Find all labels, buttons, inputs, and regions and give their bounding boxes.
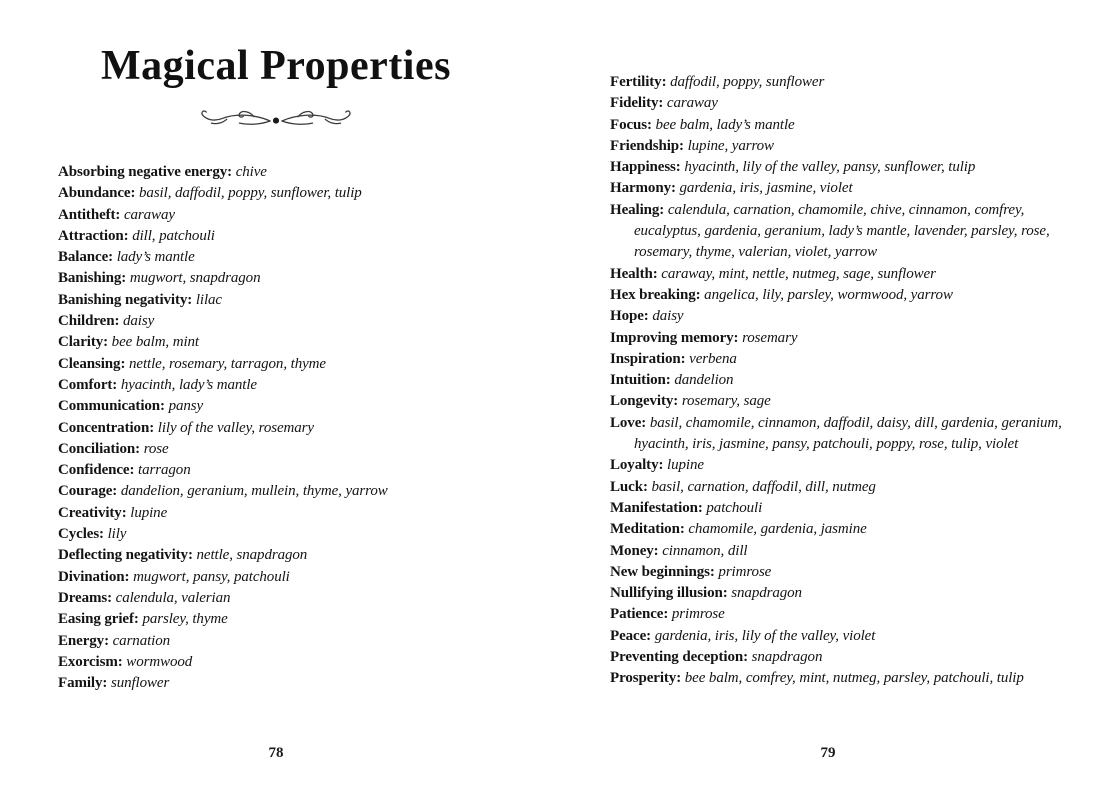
entry-label: Conciliation: [58,440,144,457]
entry-value: daisy [652,308,684,325]
entry-value: mugwort, pansy, patchouli [133,568,290,585]
entry-label: Easing grief: [58,611,143,628]
property-entry [58,567,512,588]
property-entry [610,136,1076,157]
entry-label: Comfort: [58,376,121,393]
property-entry [610,285,1076,306]
entry-value: basil, carnation, daffodil, dill, nutmeg [651,478,876,495]
entry-label: Divination: [58,568,134,585]
property-entry [610,604,1076,625]
entry-value: hyacinth, lily of the valley, pansy, sunflower, tulip [684,159,976,176]
property-entry [610,93,1076,114]
entry-label: Abundance: [58,185,140,202]
entry-value: caraway [666,95,718,112]
property-entry [58,354,512,375]
page-right [552,0,1104,799]
entry-label: Dreams: [58,589,116,606]
property-entry [610,583,1076,604]
property-entry [610,519,1076,540]
entry-value: dandelion, geranium, mullein, thyme, yarrow [120,483,388,500]
entry-label: Cleansing: [58,355,129,372]
entry-label: Clarity: [58,334,112,351]
entry-label: Absorbing negative energy: [58,164,236,180]
entry-value: snapdragon [731,585,802,602]
entry-label: Luck: [610,478,652,495]
entry-label: Concentration: [58,419,158,436]
entry-list-right [552,0,1104,690]
entry-value: chive [235,164,267,180]
entry-label: Happiness: [610,159,685,176]
property-entry [610,626,1076,647]
entry-value: primrose [718,563,772,580]
property-entry [610,200,1076,264]
property-entry [610,668,1076,689]
entry-value: lilac [195,291,222,308]
entry-label: Prosperity: [610,670,685,687]
entry-label: Exorcism: [58,653,127,670]
entry-label: Confidence: [58,462,139,479]
entry-label: Antitheft: [58,206,124,223]
entry-label: Courage: [58,483,121,500]
entry-value: hyacinth, lady’s mantle [120,376,257,393]
entry-value: patchouli [706,499,763,516]
entry-label: Improving memory: [610,329,743,346]
entry-value: basil, chamomile, cinnamon, daffodil, daisy, dill, gardenia, geranium, hyacinth, iris, jasmine, pansy, patchouli, poppy, rose, tulip, violet [634,414,1062,453]
entry-label: Banishing negativity: [58,291,196,308]
entry-value: lupine, yarrow [687,137,774,154]
entry-value: lupine [130,504,168,521]
property-entry [58,609,512,630]
entry-value: calendula, valerian [115,589,231,606]
property-entry [610,477,1076,498]
entry-value: dill, patchouli [132,227,215,244]
property-entry [610,498,1076,519]
entry-label: Loyalty: [610,457,668,474]
entry-label: Balance: [58,249,117,266]
entry-label: Banishing: [58,270,130,287]
entry-label: Friendship: [610,137,688,154]
property-entry [610,264,1076,285]
entry-label: Peace: [610,627,655,644]
entry-value: gardenia, iris, jasmine, violet [679,180,853,197]
entry-value: sunflower [110,675,170,692]
entry-label: Energy: [58,632,113,649]
entry-label: Creativity: [58,504,131,521]
property-entry [610,541,1076,562]
entry-list-left [0,162,552,694]
entry-value: rosemary, sage [681,393,771,410]
entry-label: Patience: [610,606,672,623]
property-entry [58,673,512,694]
entry-value: lily of the valley, rosemary [157,419,314,436]
entry-label: Communication: [58,398,169,415]
property-entry [610,349,1076,370]
property-entry [58,268,512,289]
entry-value: nettle, snapdragon [196,547,308,564]
entry-value: dandelion [674,372,734,389]
entry-value: pansy [168,398,204,415]
property-entry [610,115,1076,136]
entry-value: basil, daffodil, poppy, sunflower, tulip [139,185,362,202]
property-entry [610,157,1076,178]
property-entry [610,647,1076,668]
property-entry [58,460,512,481]
entry-label: Nullifying illusion: [610,585,732,602]
entry-value: rosemary [742,329,798,346]
property-entry [58,205,512,226]
entry-value: carnation [112,632,171,649]
entry-value: calendula, carnation, chamomile, chive, cinnamon, comfrey, eucalyptus, gardenia, geranium, lady’s mantle, lavender, parsley, rose, rosemary, thyme, valerian, violet, yarrow [634,201,1050,261]
entry-label: Healing: [610,201,668,218]
entry-value: daisy [122,313,155,330]
entry-label: Fidelity: [610,95,667,112]
entry-value: lily [107,526,127,543]
property-entry [58,375,512,396]
entry-value: wormwood [126,653,193,670]
property-entry [58,503,512,524]
property-entry [58,311,512,332]
entry-value: cinnamon, dill [662,542,748,559]
entry-value: parsley, thyme [142,611,228,628]
entry-value: bee balm, comfrey, mint, nutmeg, parsley, patchouli, tulip [684,670,1024,687]
property-entry [58,418,512,439]
property-entry [58,545,512,566]
property-entry [610,562,1076,583]
entry-label: Children: [58,313,123,330]
entry-label: Attraction: [58,227,133,244]
entry-value: snapdragon [751,649,823,666]
property-entry [610,178,1076,199]
entry-value: lady’s mantle [116,249,195,266]
property-entry [610,72,1076,93]
property-entry [58,247,512,268]
entry-label: Meditation: [610,521,689,538]
property-entry [610,391,1076,412]
entry-value: nettle, rosemary, tarragon, thyme [129,355,326,372]
entry-label: New beginnings: [610,563,719,580]
property-entry [610,455,1076,476]
entry-value: tarragon [138,462,191,479]
property-entry [58,524,512,545]
entry-label: Focus: [610,116,656,133]
entry-label: Money: [610,542,663,559]
property-entry [58,226,512,247]
entry-label: Family: [58,675,111,692]
property-entry [58,396,512,417]
flourish-ornament [0,104,552,142]
entry-label: Hope: [610,308,653,325]
property-entry [58,162,512,183]
property-entry [58,631,512,652]
page-number-left: 78 [268,745,284,761]
property-entry [58,332,512,353]
entry-value: verbena [689,350,737,367]
entry-label: Manifestation: [610,499,707,516]
property-entry [58,290,512,311]
property-entry [610,306,1076,327]
property-entry [610,328,1076,349]
entry-value: daffodil, poppy, sunflower [670,74,825,90]
entry-value: gardenia, iris, lily of the valley, violet [654,627,876,644]
entry-value: angelica, lily, parsley, wormwood, yarrow [704,286,953,303]
entry-value: mugwort, snapdragon [129,270,261,287]
page-number-right: 79 [820,745,836,761]
entry-label: Longevity: [610,393,682,410]
entry-value: bee balm, mint [111,334,200,351]
property-entry [58,439,512,460]
entry-value: chamomile, gardenia, jasmine [688,521,867,538]
property-entry [610,413,1076,456]
entry-value: rose [143,440,169,457]
entry-value: caraway, mint, nettle, nutmeg, sage, sunflower [661,265,936,282]
property-entry [58,652,512,673]
property-entry [58,588,512,609]
entry-label: Deflecting negativity: [58,547,197,564]
entry-value: primrose [671,606,725,623]
entry-label: Inspiration: [610,350,690,367]
flourish-icon [191,104,361,138]
entry-value: caraway [123,206,175,223]
entry-label: Health: [610,265,662,282]
entry-label: Harmony: [610,180,680,197]
entry-label: Intuition: [610,372,675,389]
entry-label: Cycles: [58,526,108,543]
entry-label: Hex breaking: [610,286,705,303]
property-entry [610,370,1076,391]
entry-value: bee balm, lady’s mantle [655,116,795,133]
entry-label: Preventing deception: [610,649,752,666]
page-title: Magical Properties [101,43,451,89]
entry-label: Love: [610,414,650,431]
entry-value: lupine [667,457,704,474]
entry-label: Fertility: [610,74,671,90]
property-entry [58,481,512,502]
property-entry [58,183,512,204]
